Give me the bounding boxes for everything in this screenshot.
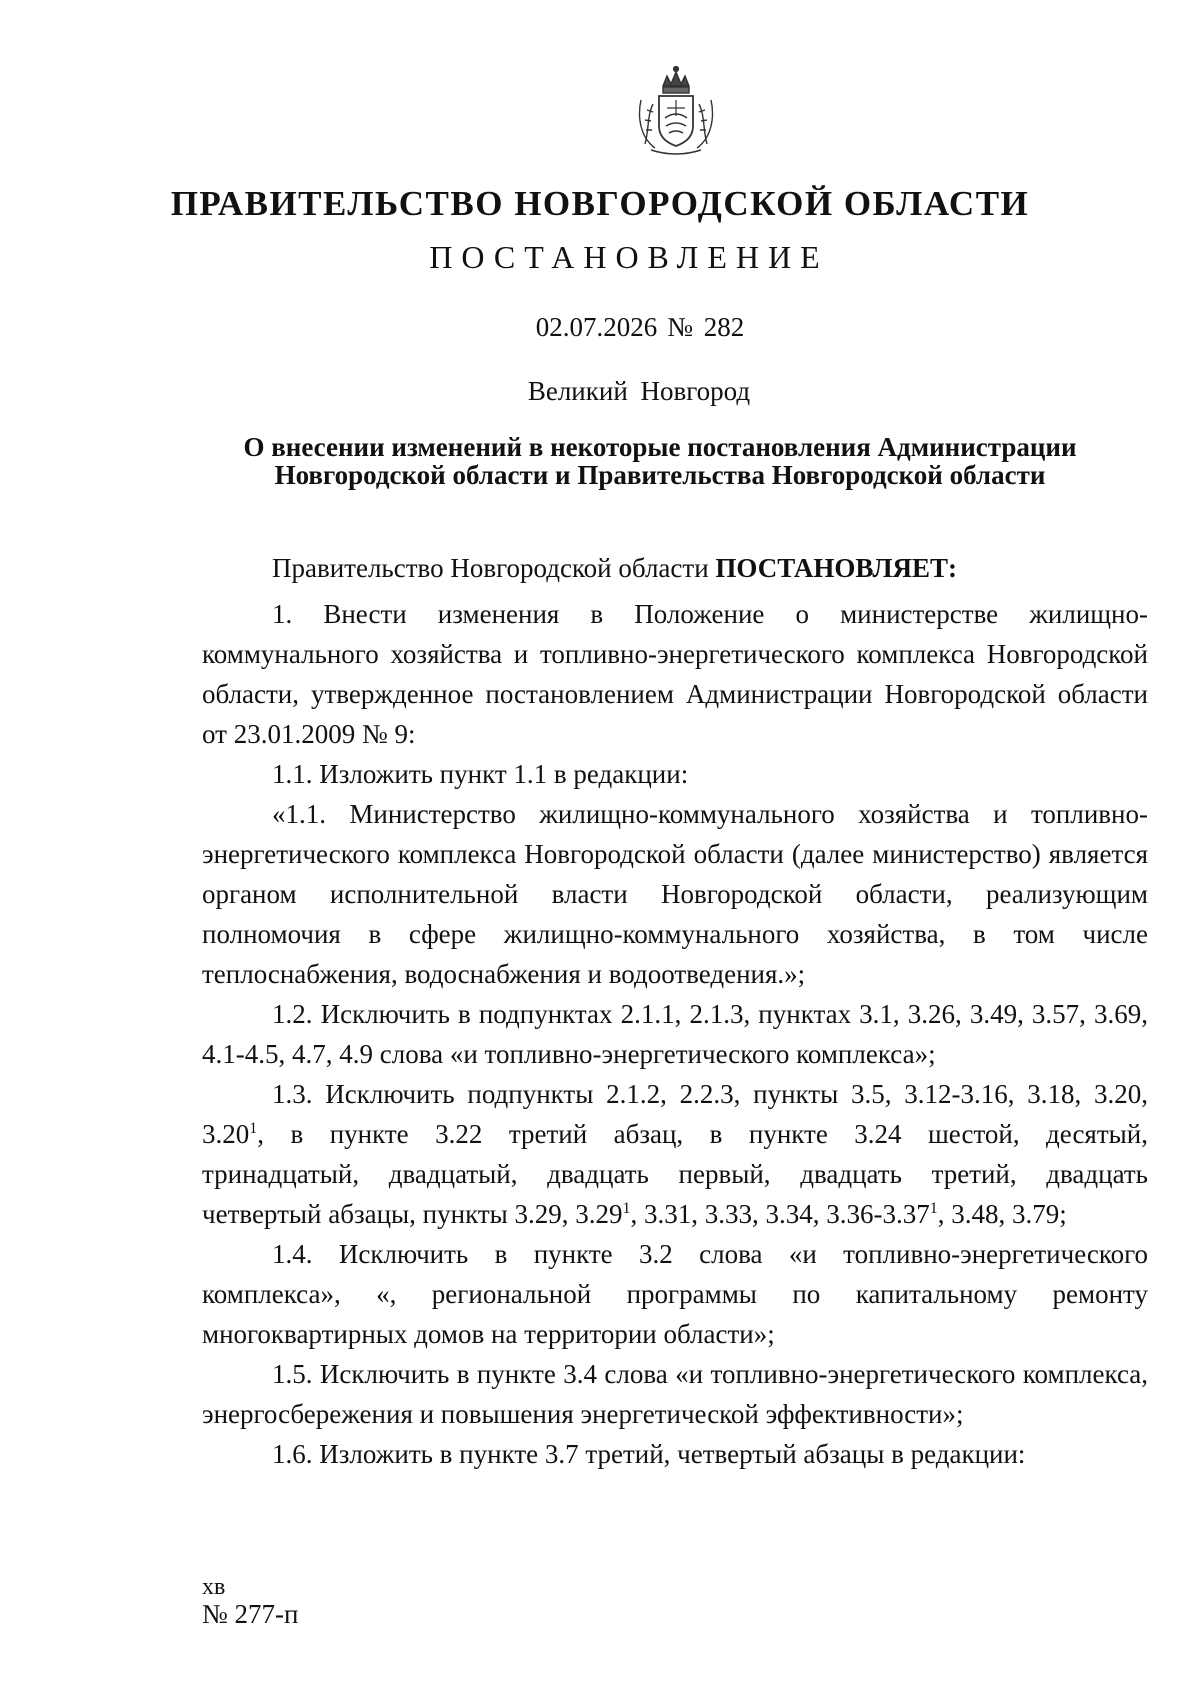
paragraph-1-4: 1.4. Исключить в пункте 3.2 слова «и топливно-энергетического комплекса», «, региональной программы по капитальному ремонту многоквартирных домов на территории области»; — [202, 1239, 1148, 1349]
superscript: 1 — [622, 1200, 631, 1217]
superscript: 1 — [929, 1200, 938, 1217]
paragraph-1-3-line-2 — [202, 1114, 1148, 1154]
paragraph-1-3-ref: 3.20 — [202, 1119, 250, 1149]
city: Великий Новгород — [527, 376, 751, 406]
paragraph-1-3-line-1: 1.3. Исключить подпункты 2.1.2, 2.2.3, пункты 3.5, 3.12-3.16, 3.18, 3.20, — [272, 1079, 1148, 1109]
paragraph-1-1-text: «1.1. Министерство жилищно-коммунального хозяйства и топливно-энергетического комплекса Новгородской области (далее министерство) является органом исполнительной власти Новгородской области, реализующим полномочия в сфере жилищно-коммунального хозяйства, в том числе теплоснабжения, водоснабжения и водоотведения.»; — [202, 799, 1148, 989]
footer — [202, 1574, 298, 1628]
registration-number: № 277-п — [202, 1599, 299, 1629]
document-number: 282 — [703, 312, 745, 342]
paragraph-1-3-text: , 3.48, 3.79; — [937, 1199, 1067, 1229]
paragraph-1-3-line-3: тринадцатый, двадцатый, двадцать первый, двадцать третий, двадцать — [202, 1159, 1148, 1189]
paragraph-1-2: 1.2. Исключить в подпунктах 2.1.1, 2.1.3, пунктах 3.1, 3.26, 3.49, 3.57, 3.69, 4.1-4.5, 4.7, 4.9 слова «и топливно-энергетического комплекса»; — [202, 999, 1148, 1069]
subject-line-2: Новгородской области и Правительства Новгородской области — [274, 460, 1046, 490]
superscript: 1 — [249, 1120, 258, 1137]
number-sign: № — [667, 312, 693, 342]
subject-line-1: О внесении изменений в некоторые постановления Администрации — [243, 432, 1077, 462]
paragraph-1-3-text: четвертый абзацы, пункты 3.29, 3.29 — [202, 1199, 623, 1229]
paragraph-1: 1. Внести изменения в Положение о министерстве жилищно-коммунального хозяйства и топливно-энергетического комплекса Новгородской области, утвержденное постановлением Администрации Новгородской области от 23.01.2009 № 9: — [202, 599, 1148, 749]
paragraph-1-5: 1.5. Исключить в пункте 3.4 слова «и топливно-энергетического комплекса, энергосбережения и повышения энергетической эффективности»; — [202, 1359, 1148, 1429]
paragraph-1-3 — [202, 1074, 1148, 1234]
organization-title: ПРАВИТЕЛЬСТВО НОВГОРОДСКОЙ ОБЛАСТИ — [170, 184, 1030, 223]
coat-of-arms-emblem — [633, 60, 719, 156]
document-subject — [180, 433, 1140, 489]
preamble — [202, 548, 1148, 588]
document-body — [202, 548, 1148, 1474]
preamble-text: Правительство Новгородской области — [272, 553, 709, 583]
document-date: 02.07.2026 — [535, 312, 658, 342]
paragraph-1-3-text: , 3.31, 3.33, 3.34, 3.36-3.37 — [630, 1199, 930, 1229]
preamble-decision: ПОСТАНОВЛЯЕТ: — [715, 553, 957, 583]
executor-initials: хв — [202, 1574, 226, 1600]
paragraph-1-3-text: , в пункте 3.22 третий абзац, в пункте 3.24 шестой, десятый, — [257, 1119, 1148, 1149]
document-kind: ПОСТАНОВЛЕНИЕ — [429, 239, 829, 275]
date-number-line — [0, 312, 1200, 343]
paragraph-1-6: 1.6. Изложить в пункте 3.7 третий, четвертый абзацы в редакции: — [272, 1439, 1026, 1469]
paragraph-1-1: 1.1. Изложить пункт 1.1 в редакции: — [272, 759, 689, 789]
paragraph-1-3-line-4 — [202, 1194, 1148, 1234]
